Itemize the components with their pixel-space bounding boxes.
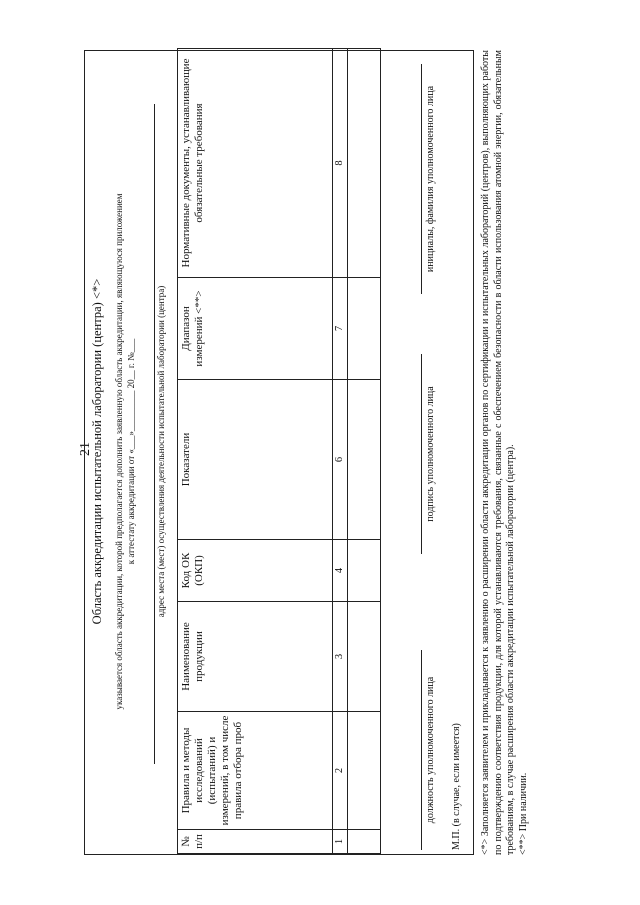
form-title: Область аккредитации испытательной лаборатории (центра) <*> xyxy=(90,278,104,625)
signature-caption: подпись уполномоченного лица xyxy=(425,386,436,522)
position-caption: должность уполномоченного лица xyxy=(425,676,436,824)
column-number: 4 xyxy=(333,540,348,602)
attestat-date-line: к аттестату аккредитации от «___»_________ 20__ г. №___ xyxy=(126,338,136,565)
page-number: 21 xyxy=(78,442,93,456)
column-number: 7 xyxy=(333,278,348,380)
empty-cell xyxy=(348,712,381,830)
column-number: 6 xyxy=(333,380,348,540)
initials-caption: инициалы, фамилия уполномоченного лица xyxy=(425,85,436,273)
accreditation-table xyxy=(177,48,381,854)
footnote: <**> При наличии. xyxy=(517,772,529,855)
table-number-row xyxy=(333,49,348,854)
footnotes xyxy=(480,50,530,855)
column-number: 2 xyxy=(333,712,348,830)
empty-cell xyxy=(348,602,381,712)
header-cell: Код ОК (ОКП) xyxy=(178,540,333,602)
form-frame xyxy=(84,50,474,855)
empty-cell xyxy=(348,380,381,540)
address-underline xyxy=(154,104,155,764)
header-cell: Наименование продукции xyxy=(178,602,333,712)
column-number: 1 xyxy=(333,830,348,854)
column-number: 8 xyxy=(333,49,348,278)
rotated-page-content xyxy=(84,50,560,855)
header-cell: № п/п xyxy=(178,830,333,854)
stamp-note: М.П. (в случае, если имеется) xyxy=(451,723,462,850)
column-number: 3 xyxy=(333,602,348,712)
header-cell: Показатели xyxy=(178,380,333,540)
signature-line xyxy=(421,354,422,554)
header-cell: Правила и методы исследований (испытаний) и измерений, в том числе правила отбора проб xyxy=(178,712,333,830)
position-line xyxy=(421,650,422,850)
empty-cell xyxy=(348,830,381,854)
header-cell: Нормативные документы, устанавливающие обязательные требования xyxy=(178,49,333,278)
header-cell: Диапазон измерений <**> xyxy=(178,278,333,380)
initials-line xyxy=(421,64,422,294)
address-caption: адрес места (мест) осуществления деятельности испытательной лаборатории (центра) xyxy=(156,285,166,618)
empty-cell xyxy=(348,49,381,278)
table-header-row xyxy=(178,49,333,854)
empty-cell xyxy=(348,278,381,380)
empty-cell xyxy=(348,540,381,602)
instruction-note: указывается область аккредитации, которой предполагается дополнить заявленную область аккредитации, являющуюся приложением xyxy=(114,193,124,710)
table-empty-row xyxy=(348,49,381,854)
footnote: <*> Заполняется заявителем и прикладывается к заявлению о расширении области аккредитации органов по сертификации и испытательных лабораторий (центров), выполняющих работы по подтверждению соответствия продукции, для которой устанавливаются требования, связанные с обеспечением безопасности в области использования атомной энергии, обязательным требованиям, в случае расширения области аккредитации испытательной лаборатории (центра). xyxy=(480,50,516,855)
